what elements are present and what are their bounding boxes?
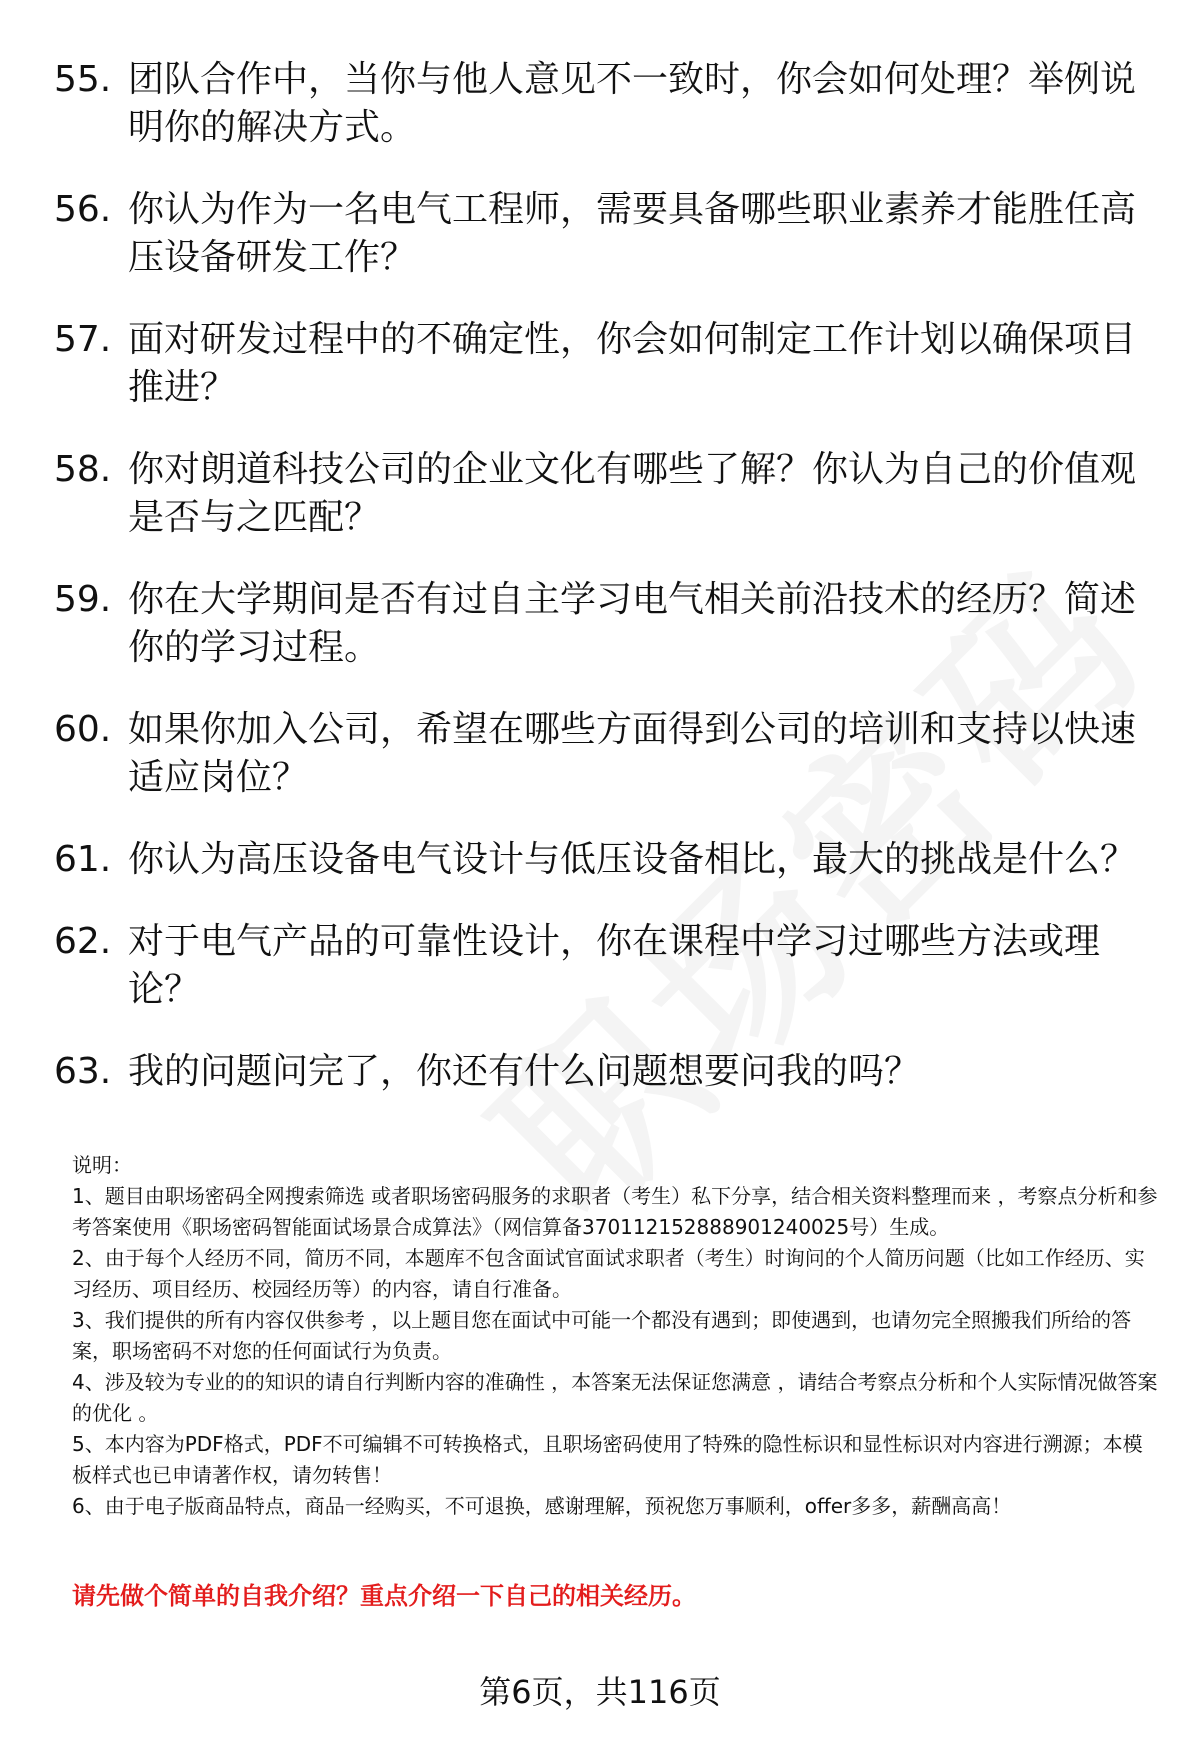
question-text: 你对朗道科技公司的企业文化有哪些了解？你认为自己的价值观是否与之匹配？: [128, 449, 1137, 538]
question-text: 对于电气产品的可靠性设计，你在课程中学习过哪些方法或理论？: [128, 921, 1101, 1010]
question-number: 61.: [54, 839, 112, 880]
question-text: 团队合作中，当你与他人意见不一致时，你会如何处理？举例说明你的解决方式。: [128, 59, 1137, 148]
question-text: 面对研发过程中的不确定性，你会如何制定工作计划以确保项目推进？: [128, 319, 1137, 408]
question-item: [54, 836, 1154, 884]
question-text: 我的问题问完了，你还有什么问题想要问我的吗？: [128, 1051, 921, 1092]
question-text: 你在大学期间是否有过自主学习电气相关前沿技术的经历？简述你的学习过程。: [128, 579, 1137, 668]
notes-section: [72, 1150, 1162, 1522]
question-number: 58.: [54, 449, 112, 490]
page-indicator: 第6页，共116页: [479, 1673, 721, 1711]
question-number: 62.: [54, 921, 112, 962]
question-list: [54, 56, 1154, 1130]
question-number: 60.: [54, 709, 112, 750]
question-item: [54, 446, 1154, 542]
question-number: 56.: [54, 189, 112, 230]
question-text: 你认为高压设备电气设计与低压设备相比，最大的挑战是什么？: [128, 839, 1137, 880]
question-number: 59.: [54, 579, 112, 620]
question-item: [54, 316, 1154, 412]
question-item: [54, 1048, 1154, 1096]
question-number: 63.: [54, 1051, 112, 1092]
notes-title: 说明：: [72, 1153, 132, 1177]
note-item: 6、由于电子版商品特点，商品一经购买，不可退换，感谢理解，预祝您万事顺利，offer多多，薪酬高高！: [72, 1494, 1012, 1518]
question-item: [54, 56, 1154, 152]
note-item: 4、涉及较为专业的的知识的请自行判断内容的准确性 ，本答案无法保证您满意 ，请结合考察点分析和个人实际情况做答案的优化 。: [72, 1370, 1158, 1425]
question-item: [54, 186, 1154, 282]
question-text: 如果你加入公司，希望在哪些方面得到公司的培训和支持以快速适应岗位？: [128, 709, 1137, 798]
note-item: 3、我们提供的所有内容仅供参考 ，以上题目您在面试中可能一个都没有遇到；即使遇到，也请勿完全照搬我们所给的答案，职场密码不对您的任何面试行为负责。: [72, 1308, 1132, 1363]
question-item: [54, 576, 1154, 672]
note-item: 1、题目由职场密码全网搜索筛选 或者职场密码服务的求职者（考生）私下分享，结合相关资料整理而来 ，考察点分析和参考答案使用《职场密码智能面试场景合成算法》（网信算备370112152888901240025号）生成。: [72, 1184, 1158, 1239]
question-item: [54, 706, 1154, 802]
note-item: 5、本内容为PDF格式，PDF不可编辑不可转换格式，且职场密码使用了特殊的隐性标识和显性标识对内容进行溯源；本模板样式也已申请著作权，请勿转售！: [72, 1432, 1143, 1487]
highlight-prompt: 请先做个简单的自我介绍？重点介绍一下自己的相关经历。: [72, 1582, 696, 1610]
question-text: 你认为作为一名电气工程师，需要具备哪些职业素养才能胜任高压设备研发工作？: [128, 189, 1137, 278]
question-item: [54, 918, 1154, 1014]
question-number: 57.: [54, 319, 112, 360]
question-number: 55.: [54, 59, 112, 100]
note-item: 2、由于每个人经历不同，简历不同，本题库不包含面试官面试求职者（考生）时询问的个人简历问题（比如工作经历、实习经历、项目经历、校园经历等）的内容，请自行准备。: [72, 1246, 1145, 1301]
